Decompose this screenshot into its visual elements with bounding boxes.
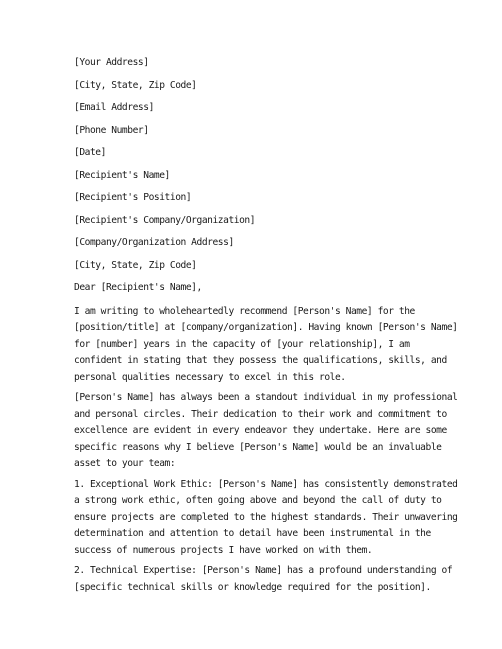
paragraph-line: I am writing to wholeheartedly recommend [Person's Name] for the xyxy=(74,305,415,317)
sender-address: [Your Address] xyxy=(74,57,149,68)
company-address: [Company/Organization Address] xyxy=(74,237,234,248)
paragraph-line: confident in stating that they possess the qualifications, skills, and xyxy=(74,355,447,366)
recipient-position: [Recipient's Position] xyxy=(74,192,192,203)
recipient-name: [Recipient's Name] xyxy=(74,169,170,181)
sender-city-state-zip: [City, State, Zip Code] xyxy=(74,79,197,91)
paragraph-line: 2. Technical Expertise: [Person's Name] has a profound understanding of xyxy=(74,565,453,576)
paragraph-line: [position/title] at [company/organization]. Having known [Person's Name] xyxy=(74,322,458,333)
paragraph-line: [specific technical skills or knowledge required for the position]. xyxy=(74,581,431,593)
paragraph-line: [Person's Name] has always been a standout individual in my professional xyxy=(74,392,458,403)
paragraph-line: determination and attention to detail have been instrumental in the xyxy=(74,528,431,539)
paragraph-line: asset to your team: xyxy=(74,458,176,469)
letter-date: [Date] xyxy=(74,147,106,158)
paragraph-line: ensure projects are completed to the highest standards. Their unwavering xyxy=(74,511,458,523)
paragraph-line: for [number] years in the capacity of [your relationship], I am xyxy=(74,338,410,350)
paragraph-line: a strong work ethic, often going above and beyond the call of duty to xyxy=(74,495,442,506)
paragraph-line: and personal circles. Their dedication to their work and commitment to xyxy=(74,408,447,420)
body-paragraph-technical-expertise xyxy=(74,563,453,596)
paragraph-line: success of numerous projects I have worked on with them. xyxy=(74,544,373,556)
paragraph-line: 1. Exceptional Work Ethic: [Person's Name] has consistently demonstrated xyxy=(74,478,458,490)
letter-page xyxy=(74,56,458,600)
body-paragraph-intro xyxy=(74,304,458,387)
paragraph-line: specific reasons why I believe [Person's Name] would be an invaluable xyxy=(74,441,442,453)
paragraph-line: personal qualities necessary to excel in this role. xyxy=(74,371,346,383)
body-paragraph-work-ethic xyxy=(74,477,458,560)
sender-phone: [Phone Number] xyxy=(74,124,149,136)
recipient-company: [Recipient's Company/Organization] xyxy=(74,214,256,226)
company-city-state-zip: [City, State, Zip Code] xyxy=(74,259,197,271)
paragraph-line: excellence are evident in every endeavor they undertake. Here are some xyxy=(74,425,447,436)
body-paragraph-standout xyxy=(74,390,458,473)
salutation: Dear [Recipient's Name], xyxy=(74,282,202,293)
sender-email: [Email Address] xyxy=(74,102,154,113)
